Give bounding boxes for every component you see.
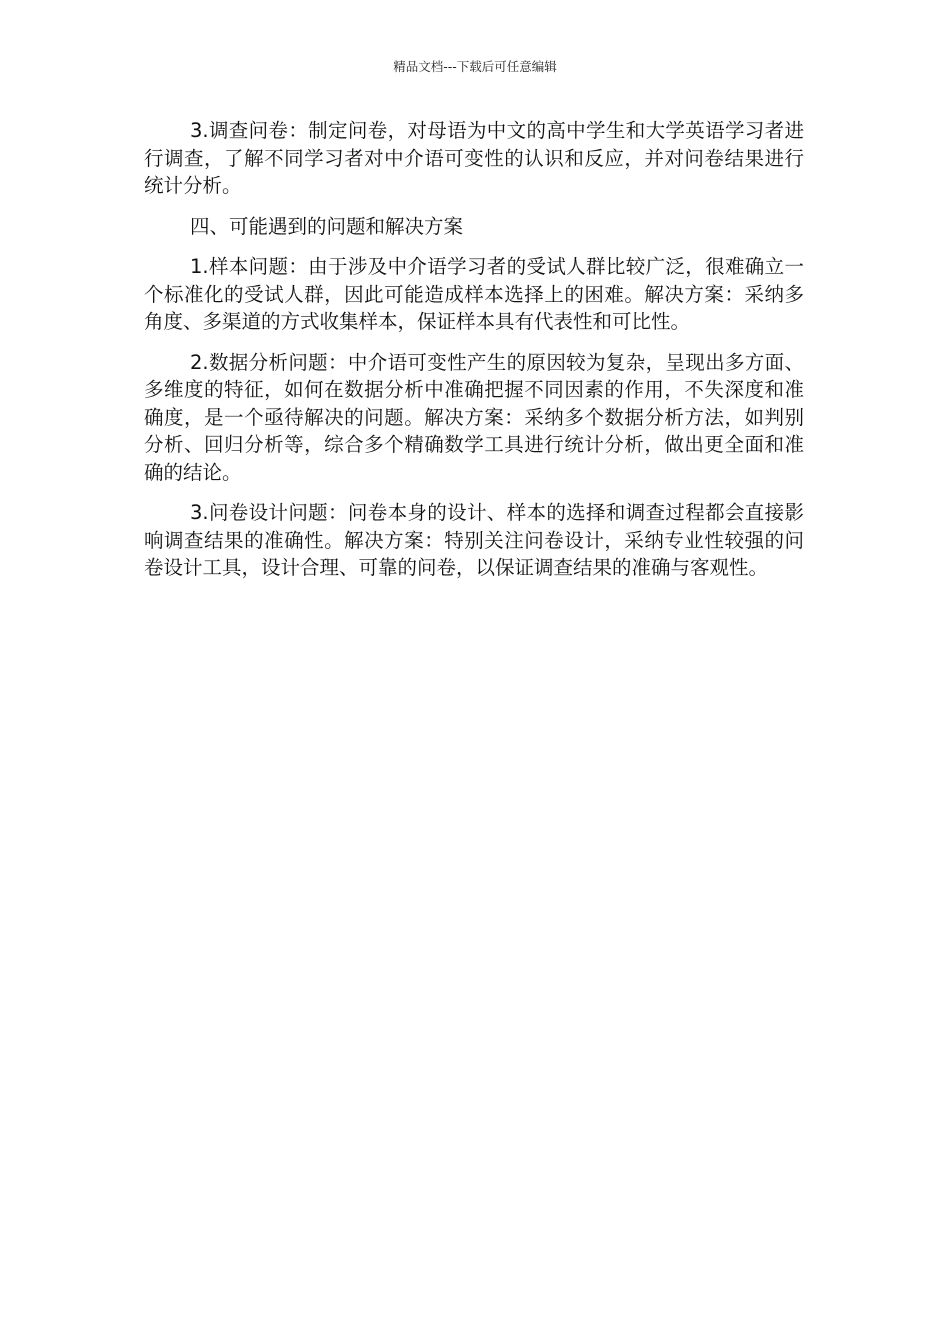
paragraph-survey: 3.调查问卷：制定问卷，对母语为中文的高中学生和大学英语学习者进行调查，了解不同学习者对中介语可变性的认识和反应，并对问卷结果进行统计分析。 — [144, 119, 804, 197]
paragraph-data-analysis-problem: 2.数据分析问题：中介语可变性产生的原因较为复杂，呈现出多方面、多维度的特征，如何在数据分析中准确把握不同因素的作用，不失深度和准确度，是一个亟待解决的问题。解决方案：采纳多个数据分析方法，如判别分析、回归分析等，综合多个精确数学工具进行统计分析，做出更全面和准确的结论。 — [144, 350, 804, 484]
page-header-note: 精品文档---下载后可任意编辑 — [393, 59, 557, 74]
document-body — [144, 117, 804, 595]
paragraph-sample-problem: 1.样本问题：由于涉及中介语学习者的受试人群比较广泛，很难确立一个标准化的受试人群，因此可能造成样本选择上的困难。解决方案：采纳多角度、多渠道的方式收集样本，保证样本具有代表性和可比性。 — [144, 255, 804, 333]
section-heading-problems: 四、可能遇到的问题和解决方案 — [190, 214, 464, 238]
paragraph-questionnaire-design-problem: 3.问卷设计问题：问卷本身的设计、样本的选择和调查过程都会直接影响调查结果的准确性。解决方案：特别关注问卷设计，采纳专业性较强的问卷设计工具，设计合理、可靠的问卷，以保证调查结果的准确与客观性。 — [144, 501, 804, 579]
